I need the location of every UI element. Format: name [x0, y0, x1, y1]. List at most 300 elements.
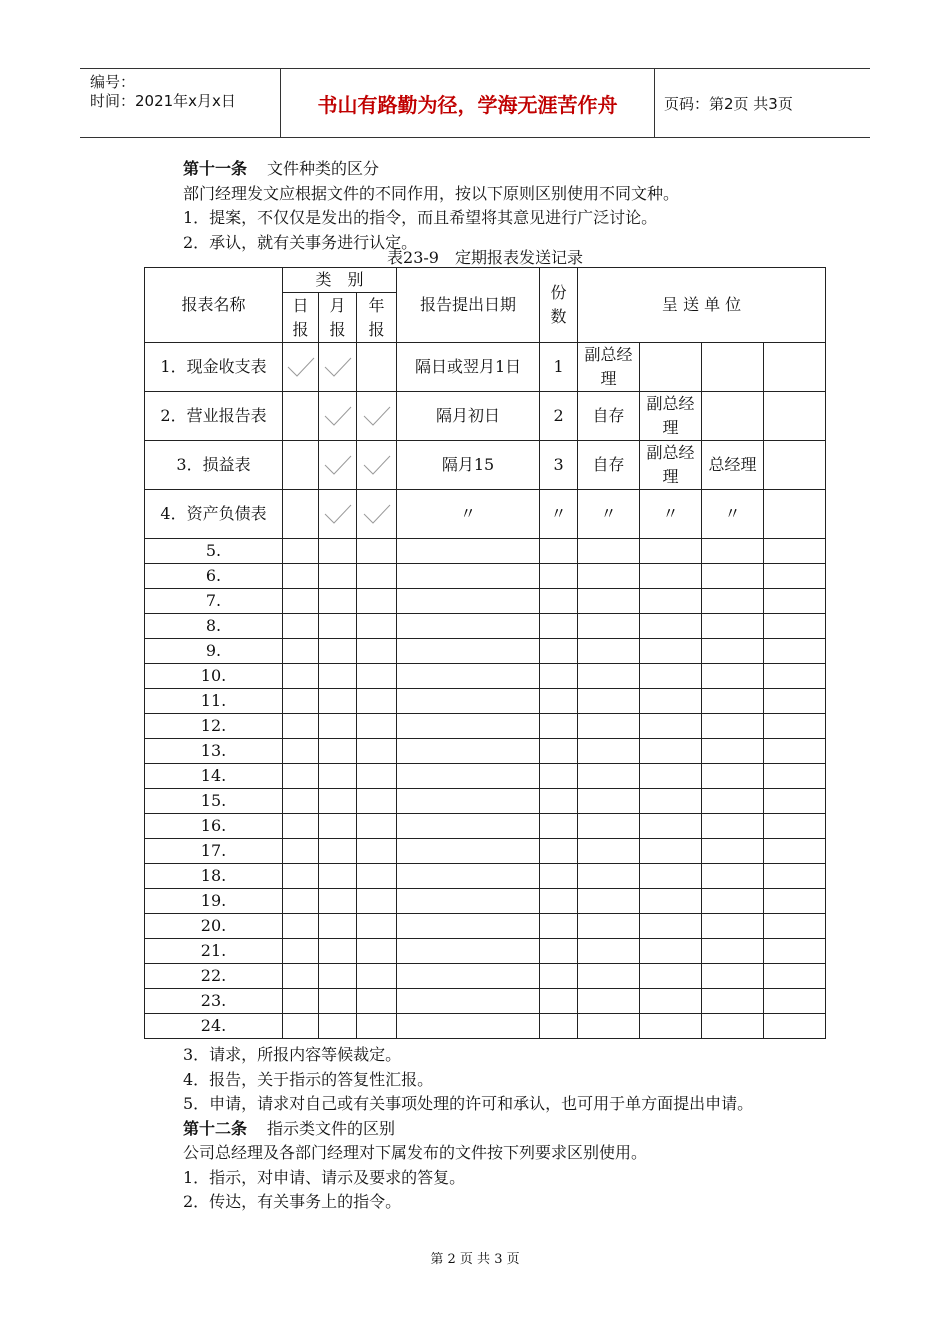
report-name-cell: 12. [145, 714, 283, 739]
table-row [145, 764, 826, 789]
empty-cell [283, 989, 319, 1014]
empty-cell [283, 764, 319, 789]
empty-cell [540, 614, 578, 639]
table-row [145, 441, 826, 490]
empty-cell [319, 939, 357, 964]
recipient-cell: 自存 [578, 392, 640, 441]
empty-cell [640, 939, 702, 964]
empty-cell [540, 914, 578, 939]
empty-cell [319, 689, 357, 714]
table-row [145, 964, 826, 989]
report-name-cell: 7. [145, 589, 283, 614]
empty-cell [640, 889, 702, 914]
page-header [80, 68, 870, 138]
empty-cell [397, 914, 540, 939]
table-row [145, 589, 826, 614]
empty-cell [578, 714, 640, 739]
header-yearly: 年报 [357, 293, 397, 343]
empty-cell [578, 639, 640, 664]
empty-cell [540, 764, 578, 789]
empty-cell [397, 789, 540, 814]
article-number: 第十一条 [183, 159, 248, 178]
recipient-cell: 副总经理 [640, 441, 702, 490]
header-report-name: 报表名称 [145, 268, 283, 343]
empty-cell [540, 889, 578, 914]
empty-cell [357, 539, 397, 564]
list-item: 4．报告，关于指示的答复性汇报。 [183, 1069, 434, 1089]
empty-cell [283, 539, 319, 564]
article-number: 第十二条 [183, 1118, 248, 1138]
empty-cell [764, 664, 826, 689]
empty-cell [540, 1014, 578, 1039]
document-time-label: 时间：2021年x月x日 [90, 92, 236, 110]
empty-cell [397, 714, 540, 739]
empty-cell [397, 589, 540, 614]
empty-cell [578, 664, 640, 689]
paragraph: 公司总经理及各部门经理对下属发布的文件按下列要求区别使用。 [183, 1143, 648, 1162]
recipient-cell [640, 343, 702, 392]
header-divider [654, 69, 655, 137]
header-submit-date: 报告提出日期 [397, 268, 540, 343]
empty-cell [640, 839, 702, 864]
list-item: 1．提案，不仅仅是发出的指令，而且希望将其意见进行广泛讨论。 [183, 208, 658, 227]
empty-cell [283, 1014, 319, 1039]
submit-date-cell: 隔月15 [397, 441, 540, 490]
empty-cell [319, 789, 357, 814]
table-row [145, 614, 826, 639]
check-mark-icon [323, 503, 353, 525]
empty-cell [319, 739, 357, 764]
yearly-check-cell [357, 441, 397, 490]
empty-cell [283, 689, 319, 714]
recipient-cell: 总经理 [702, 441, 764, 490]
monthly-check-cell [319, 490, 357, 539]
recipient-cell [702, 343, 764, 392]
report-name-cell: 6. [145, 564, 283, 589]
empty-cell [702, 714, 764, 739]
article-title: 文件种类的区分 [267, 159, 380, 178]
table-row [145, 889, 826, 914]
empty-cell [283, 839, 319, 864]
header-copies: 份数 [540, 268, 578, 343]
report-name-cell: 1．现金收支表 [145, 343, 283, 392]
daily-check-cell [283, 441, 319, 490]
table-row [145, 914, 826, 939]
empty-cell [578, 889, 640, 914]
submit-date-cell: 〃 [397, 490, 540, 539]
empty-cell [397, 739, 540, 764]
empty-cell [397, 664, 540, 689]
empty-cell [397, 564, 540, 589]
empty-cell [357, 864, 397, 889]
empty-cell [540, 839, 578, 864]
empty-cell [578, 564, 640, 589]
report-name-cell: 17. [145, 839, 283, 864]
empty-cell [319, 764, 357, 789]
empty-cell [283, 614, 319, 639]
list-item: 3．请求，所报内容等候裁定。 [183, 1045, 402, 1064]
empty-cell [397, 889, 540, 914]
empty-cell [283, 564, 319, 589]
empty-cell [578, 964, 640, 989]
empty-cell [540, 664, 578, 689]
empty-cell [540, 589, 578, 614]
empty-cell [357, 889, 397, 914]
empty-cell [578, 864, 640, 889]
copies-cell: 2 [540, 392, 578, 441]
empty-cell [319, 539, 357, 564]
empty-cell [702, 1014, 764, 1039]
empty-cell [640, 664, 702, 689]
empty-cell [702, 739, 764, 764]
empty-cell [357, 614, 397, 639]
empty-cell [640, 914, 702, 939]
report-name-cell: 21. [145, 939, 283, 964]
empty-cell [357, 989, 397, 1014]
table-row [145, 639, 826, 664]
daily-check-cell [283, 392, 319, 441]
recipient-cell [764, 343, 826, 392]
empty-cell [578, 739, 640, 764]
recipient-cell: 〃 [640, 490, 702, 539]
empty-cell [357, 564, 397, 589]
empty-cell [640, 989, 702, 1014]
check-mark-icon [362, 503, 392, 525]
empty-cell [702, 889, 764, 914]
empty-cell [357, 689, 397, 714]
recipient-cell [702, 392, 764, 441]
table-row [145, 739, 826, 764]
empty-cell [702, 839, 764, 864]
empty-cell [319, 1014, 357, 1039]
empty-cell [283, 964, 319, 989]
table-row [145, 939, 826, 964]
empty-cell [764, 1014, 826, 1039]
empty-cell [540, 964, 578, 989]
empty-cell [540, 814, 578, 839]
list-item: 1．指示，对申请、请示及要求的答复。 [183, 1167, 466, 1187]
empty-cell [702, 639, 764, 664]
table-row [145, 664, 826, 689]
empty-cell [397, 989, 540, 1014]
empty-cell [283, 739, 319, 764]
empty-cell [702, 964, 764, 989]
empty-cell [540, 714, 578, 739]
report-name-cell: 2．营业报告表 [145, 392, 283, 441]
table-row [145, 814, 826, 839]
empty-cell [283, 639, 319, 664]
check-mark-icon [286, 356, 316, 378]
header-meta [90, 73, 236, 111]
copies-cell: 3 [540, 441, 578, 490]
recipient-cell [764, 490, 826, 539]
yearly-check-cell [357, 392, 397, 441]
report-name-cell: 4．资产负债表 [145, 490, 283, 539]
empty-cell [357, 939, 397, 964]
report-name-cell: 13. [145, 739, 283, 764]
copies-cell: 1 [540, 343, 578, 392]
empty-cell [578, 839, 640, 864]
empty-cell [397, 689, 540, 714]
report-name-cell: 14. [145, 764, 283, 789]
empty-cell [397, 539, 540, 564]
empty-cell [702, 914, 764, 939]
copies-cell: 〃 [540, 490, 578, 539]
table-row [145, 839, 826, 864]
header-daily: 日报 [283, 293, 319, 343]
recipient-cell: 自存 [578, 441, 640, 490]
empty-cell [540, 639, 578, 664]
table-row [145, 1014, 826, 1039]
empty-cell [764, 814, 826, 839]
empty-cell [640, 614, 702, 639]
empty-cell [397, 839, 540, 864]
submit-date-cell: 隔月初日 [397, 392, 540, 441]
header-monthly: 月报 [319, 293, 357, 343]
section-11 [145, 157, 825, 255]
empty-cell [357, 589, 397, 614]
empty-cell [397, 614, 540, 639]
empty-cell [283, 864, 319, 889]
recipient-cell [764, 392, 826, 441]
empty-cell [357, 914, 397, 939]
empty-cell [319, 589, 357, 614]
empty-cell [283, 939, 319, 964]
table-row [145, 714, 826, 739]
empty-cell [578, 764, 640, 789]
empty-cell [702, 989, 764, 1014]
table-row [145, 564, 826, 589]
empty-cell [764, 864, 826, 889]
table-row [145, 539, 826, 564]
empty-cell [319, 989, 357, 1014]
recipient-cell: 副总经理 [640, 392, 702, 441]
report-name-cell: 5. [145, 539, 283, 564]
empty-cell [640, 789, 702, 814]
paragraph: 部门经理发文应根据文件的不同作用，按以下原则区别使用不同文种。 [183, 183, 680, 203]
empty-cell [540, 989, 578, 1014]
report-name-cell: 16. [145, 814, 283, 839]
yearly-check-cell [357, 343, 397, 392]
empty-cell [283, 589, 319, 614]
empty-cell [764, 614, 826, 639]
empty-cell [764, 689, 826, 714]
report-name-cell: 22. [145, 964, 283, 989]
empty-cell [397, 864, 540, 889]
empty-cell [702, 689, 764, 714]
monthly-check-cell [319, 392, 357, 441]
empty-cell [702, 939, 764, 964]
empty-cell [319, 564, 357, 589]
empty-cell [540, 864, 578, 889]
empty-cell [319, 864, 357, 889]
empty-cell [702, 614, 764, 639]
empty-cell [357, 739, 397, 764]
empty-cell [283, 914, 319, 939]
header-motto: 书山有路勤为径，学海无涯苦作舟 [317, 93, 618, 117]
table-row [145, 689, 826, 714]
empty-cell [283, 814, 319, 839]
article-title: 指示类文件的区别 [267, 1118, 396, 1138]
empty-cell [764, 764, 826, 789]
empty-cell [357, 839, 397, 864]
table-row [145, 864, 826, 889]
empty-cell [357, 964, 397, 989]
empty-cell [702, 764, 764, 789]
recipient-cell [764, 441, 826, 490]
empty-cell [702, 564, 764, 589]
empty-cell [640, 714, 702, 739]
empty-cell [283, 789, 319, 814]
report-name-cell: 19. [145, 889, 283, 914]
table-row [145, 989, 826, 1014]
report-name-cell: 18. [145, 864, 283, 889]
report-table [144, 267, 826, 1039]
report-name-cell: 10. [145, 664, 283, 689]
report-name-cell: 8. [145, 614, 283, 639]
empty-cell [540, 564, 578, 589]
empty-cell [397, 939, 540, 964]
report-name-cell: 3．损益表 [145, 441, 283, 490]
empty-cell [578, 789, 640, 814]
article-heading [145, 1117, 825, 1142]
page-footer: 第 2 页 共 3 页 [430, 1252, 520, 1267]
empty-cell [357, 789, 397, 814]
empty-cell [319, 889, 357, 914]
empty-cell [540, 539, 578, 564]
empty-cell [640, 964, 702, 989]
empty-cell [283, 714, 319, 739]
check-mark-icon [323, 454, 353, 476]
section-11-continued [145, 1043, 825, 1215]
empty-cell [357, 1014, 397, 1039]
empty-cell [397, 814, 540, 839]
empty-cell [764, 739, 826, 764]
empty-cell [540, 739, 578, 764]
monthly-check-cell [319, 441, 357, 490]
empty-cell [702, 589, 764, 614]
empty-cell [578, 939, 640, 964]
empty-cell [397, 1014, 540, 1039]
empty-cell [702, 539, 764, 564]
empty-cell [640, 739, 702, 764]
empty-cell [397, 764, 540, 789]
empty-cell [540, 939, 578, 964]
check-mark-icon [362, 405, 392, 427]
empty-cell [640, 589, 702, 614]
table-row [145, 392, 826, 441]
empty-cell [319, 814, 357, 839]
empty-cell [319, 614, 357, 639]
empty-cell [283, 889, 319, 914]
empty-cell [764, 789, 826, 814]
header-category: 类 别 [283, 268, 397, 293]
empty-cell [702, 814, 764, 839]
empty-cell [357, 764, 397, 789]
empty-cell [283, 664, 319, 689]
empty-cell [578, 814, 640, 839]
empty-cell [764, 564, 826, 589]
list-item: 5．申请，请求对自己或有关事项处理的许可和承认，也可用于单方面提出申请。 [183, 1094, 754, 1113]
empty-cell [702, 789, 764, 814]
daily-check-cell [283, 490, 319, 539]
empty-cell [319, 639, 357, 664]
list-item: 2．传达，有关事务上的指令。 [183, 1192, 402, 1211]
empty-cell [319, 664, 357, 689]
empty-cell [764, 539, 826, 564]
list-item: 2．承认，就有关事务进行认定。 [183, 232, 418, 252]
check-mark-icon [362, 454, 392, 476]
empty-cell [640, 539, 702, 564]
daily-check-cell [283, 343, 319, 392]
empty-cell [357, 664, 397, 689]
empty-cell [640, 689, 702, 714]
empty-cell [397, 964, 540, 989]
recipient-cell: 〃 [578, 490, 640, 539]
report-name-cell: 23. [145, 989, 283, 1014]
header-recipients: 呈 送 单 位 [578, 268, 826, 343]
empty-cell [578, 914, 640, 939]
empty-cell [578, 614, 640, 639]
recipient-cell: 〃 [702, 490, 764, 539]
empty-cell [764, 714, 826, 739]
empty-cell [640, 1014, 702, 1039]
empty-cell [764, 839, 826, 864]
empty-cell [540, 689, 578, 714]
table-row [145, 490, 826, 539]
empty-cell [357, 639, 397, 664]
header-page-number: 页码：第2页 共3页 [664, 95, 793, 113]
article-heading [145, 157, 825, 182]
empty-cell [764, 889, 826, 914]
check-mark-icon [323, 356, 353, 378]
empty-cell [764, 589, 826, 614]
submit-date-cell: 隔日或翌月1日 [397, 343, 540, 392]
yearly-check-cell [357, 490, 397, 539]
report-name-cell: 9. [145, 639, 283, 664]
document-number-label: 编号： [90, 73, 136, 91]
empty-cell [764, 914, 826, 939]
empty-cell [640, 814, 702, 839]
recipient-cell: 副总经理 [578, 343, 640, 392]
empty-cell [640, 564, 702, 589]
empty-cell [319, 914, 357, 939]
empty-cell [397, 639, 540, 664]
table-caption: 表23-9 定期报表发送记录 [387, 248, 583, 267]
monthly-check-cell [319, 343, 357, 392]
empty-cell [702, 664, 764, 689]
empty-cell [764, 964, 826, 989]
report-name-cell: 11. [145, 689, 283, 714]
empty-cell [357, 814, 397, 839]
table-row [145, 789, 826, 814]
empty-cell [640, 864, 702, 889]
empty-cell [578, 689, 640, 714]
empty-cell [357, 714, 397, 739]
table-row [145, 343, 826, 392]
empty-cell [764, 989, 826, 1014]
check-mark-icon [323, 405, 353, 427]
empty-cell [702, 864, 764, 889]
empty-cell [319, 839, 357, 864]
empty-cell [764, 939, 826, 964]
empty-cell [764, 639, 826, 664]
empty-cell [640, 639, 702, 664]
empty-cell [319, 714, 357, 739]
empty-cell [640, 764, 702, 789]
report-name-cell: 24. [145, 1014, 283, 1039]
empty-cell [319, 964, 357, 989]
